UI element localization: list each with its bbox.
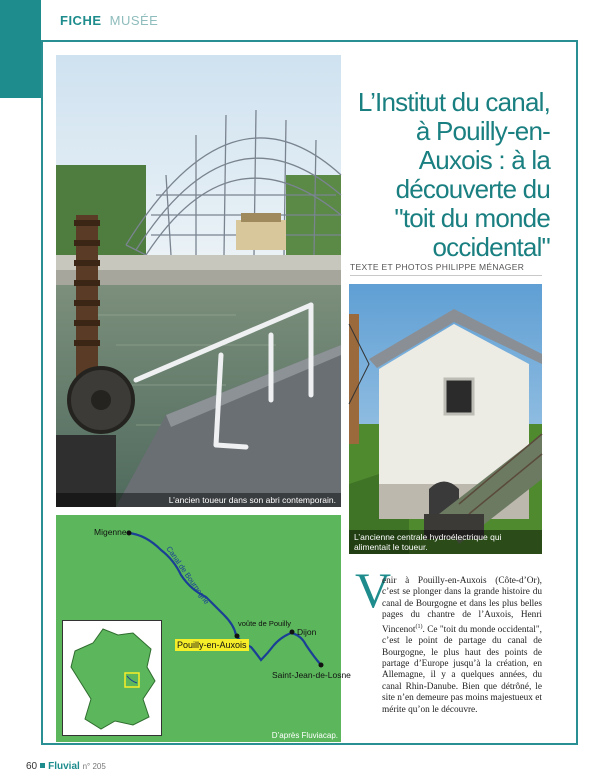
article-text-intro: enir à Pouilly-en-Auxois (Côte-d’Or), c’est se plonger dans la grande histoire du canal de Bourgogne et dans les plus belles pages du chantre de l’Auxois, Henri Vincenot [382,576,542,635]
article-text-main: . Ce "toit du monde occidental", c’est le point de partage du canal de Bourgogne, le plus haut des points de partage d’Europe jusqu’à la création, en Allemagne, il y a quelques années, du canal Rhin-Danube. Bien que détrôné, le site n’en demeure pas moins majestueux et mérite qu’on le découvre. [382,624,542,715]
photo-toueur-caption: L’ancien toueur dans son abri contemporain. [56,493,341,507]
photo-toueur [56,55,341,507]
photo-toueur-image [56,55,341,507]
photo-centrale-image [349,284,542,554]
map-label-saint-jean: Saint-Jean-de-Losne [272,670,351,680]
magazine-brand: Fluvial [48,761,80,772]
separator-square-icon [40,763,45,768]
photo-centrale [349,284,542,554]
article-title: L’Institut du canal, à Pouilly-en-Auxois : à la découverte du "toit du monde occidental" [357,87,550,262]
section-color-block [0,0,41,98]
photo-centrale-caption: L’ancienne centrale hydroélectrique qui alimentait le toueur. [349,530,542,554]
map-label-voute: voûte de Pouilly [238,619,291,628]
section-label: FICHE [60,13,102,28]
map-label-migennes: Migennes [94,527,131,537]
map-label-dijon: Dijon [297,627,317,637]
map-label-pouilly: Pouilly-en-Auxois [177,640,247,650]
map-label-canal: Canal de Bourgogne [164,544,212,606]
france-inset-map [62,620,162,736]
article-byline: TEXTE ET PHOTOS PHILIPPE MÉNAGER [350,262,542,276]
france-outline [63,621,161,735]
subsection-label: MUSÉE [109,13,159,28]
article-body [382,576,542,716]
dropcap: V [355,562,392,618]
footnote-ref: (1) [415,623,423,630]
canal-map [56,515,351,742]
issue-number: n° 205 [82,762,106,771]
page-number: 60 [26,761,38,772]
page-footer [26,761,106,772]
section-header [60,13,158,28]
map-credit: D’après Fluviacap. [271,731,338,740]
